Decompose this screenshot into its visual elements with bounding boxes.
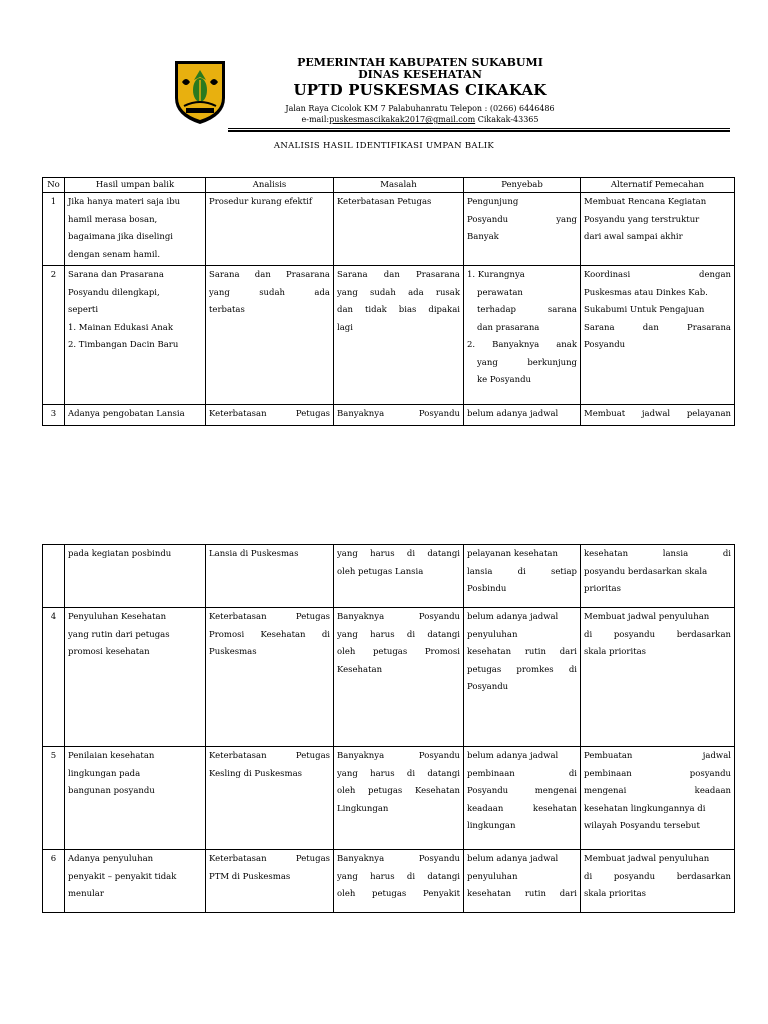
kabupaten-sukabumi-emblem-icon [172, 58, 228, 126]
row-no: 5 [43, 747, 65, 850]
cell-masalah [334, 747, 464, 850]
cell-line: oleh petugas Penyakit [337, 889, 460, 899]
cell-line: pada kegiatan posbindu [68, 549, 172, 559]
cell-alternatif [581, 747, 735, 850]
cell-line: seperti [68, 305, 99, 315]
cell-line: di posyandu berdasarkan [584, 629, 731, 640]
cell-line: di posyandu berdasarkan [584, 871, 731, 882]
header-rule-thin [228, 128, 730, 129]
feedback-table-page1 [42, 177, 735, 426]
cell-hasil [65, 193, 206, 266]
cell-line: yang harus di datangi [337, 768, 460, 779]
cell-line: Posyandu dilengkapi, [68, 287, 160, 298]
cell-line: 2. Banyaknya anak [467, 340, 577, 350]
col-header-analisis: Analisis [206, 178, 334, 193]
cell-line: Banyaknya Posyandu [337, 409, 460, 419]
cell-alternatif [581, 608, 735, 747]
cell-line: 2. Timbangan Dacin Baru [68, 340, 179, 350]
cell-line: Pembuatan jadwal [584, 751, 731, 761]
cell-alternatif [581, 850, 735, 913]
document-title: ANALISIS HASIL IDENTIFIKASI UMPAN BALIK [273, 141, 495, 151]
cell-line: Posyandu yang [467, 214, 577, 225]
cell-line: belum adanya jadwal [467, 854, 559, 864]
cell-line: oleh petugas Promosi [337, 647, 460, 657]
cell-line: Keterbatasan Petugas [209, 612, 330, 622]
cell-line: yang harus di datangi [337, 629, 460, 640]
cell-line: Sarana dan Prasarana [337, 270, 460, 280]
header-address: Jalan Raya Cicolok KM 7 Palabuhanratu Telepon : (0266) 6446486 [285, 104, 555, 113]
cell-penyebab [464, 405, 581, 426]
cell-analisis [206, 193, 334, 266]
cell-line: penyuluhan [467, 871, 518, 882]
cell-line: pembinaan posyandu [584, 768, 731, 779]
table-row [43, 266, 735, 405]
cell-line: yang sudah ada rusak [337, 287, 460, 298]
row-no: 1 [43, 193, 65, 266]
cell-line: Keterbatasan Petugas [209, 409, 330, 419]
col-header-penyebab: Penyebab [464, 178, 581, 193]
cell-line: 1. Mainan Edukasi Anak [68, 322, 173, 333]
cell-line: lansia di setiap [467, 566, 577, 577]
cell-analisis [206, 850, 334, 913]
email-suffix: Cikakak-43365 [475, 115, 539, 124]
row-no: 4 [43, 608, 65, 747]
cell-line: prioritas [584, 584, 621, 594]
cell-line: perawatan [477, 287, 523, 298]
cell-line: menular [68, 889, 104, 899]
cell-line: dengan senam hamil. [68, 249, 161, 260]
cell-line: bagaimana jika diselingi [68, 232, 174, 242]
cell-line: yang sudah ada [209, 287, 330, 298]
cell-line: kesehatan lingkungannya di [584, 803, 706, 814]
cell-hasil [65, 747, 206, 850]
cell-line: Posyandu yang terstruktur [584, 214, 700, 225]
table-row [43, 405, 735, 426]
cell-masalah [334, 405, 464, 426]
cell-line: Banyak [467, 232, 499, 242]
cell-line: dan tidak bias dipakai [337, 305, 460, 315]
header-email-line [250, 115, 590, 124]
cell-line: penyuluhan [467, 629, 518, 640]
cell-line: Sarana dan Prasarana [584, 322, 731, 333]
cell-line: belum adanya jadwal [467, 409, 559, 419]
cell-hasil [65, 266, 206, 405]
cell-line: Puskesmas [209, 647, 257, 657]
cell-line: Adanya pengobatan Lansia [68, 409, 185, 419]
cell-line: dan prasarana [477, 322, 540, 333]
cell-analisis [206, 747, 334, 850]
cell-line: Keterbatasan Petugas [337, 197, 432, 207]
email-prefix: e-mail: [301, 115, 330, 124]
cell-hasil [65, 850, 206, 913]
cell-line: hamil merasa bosan, [68, 214, 158, 225]
cell-line: pelayanan kesehatan [467, 549, 558, 559]
cell-line: lagi [337, 322, 353, 333]
cell-analisis [206, 405, 334, 426]
header-government: PEMERINTAH KABUPATEN SUKABUMI [297, 56, 543, 69]
cell-alternatif [581, 193, 735, 266]
row-no: 3 [43, 405, 65, 426]
row-no [43, 545, 65, 608]
cell-penyebab [464, 608, 581, 747]
row-no: 6 [43, 850, 65, 913]
cell-masalah [334, 193, 464, 266]
header-department: DINAS KESEHATAN [358, 68, 482, 81]
row-no: 2 [43, 266, 65, 405]
cell-line: belum adanya jadwal [467, 751, 559, 761]
cell-line: Banyaknya Posyandu [337, 854, 460, 864]
table-row [43, 850, 735, 913]
cell-line: dari awal sampai akhir [584, 232, 683, 242]
cell-line: Membuat jadwal penyuluhan [584, 612, 710, 622]
table-row [43, 747, 735, 850]
header-institution: UPTD PUSKESMAS CIKAKAK [293, 81, 547, 99]
cell-alternatif [581, 545, 735, 608]
cell-masalah [334, 266, 464, 405]
cell-line: posyandu berdasarkan skala [584, 566, 708, 577]
cell-line: skala prioritas [584, 889, 647, 899]
cell-line: Posyandu [584, 340, 626, 350]
cell-line: keadaan kesehatan [467, 803, 577, 814]
col-header-alternatif: Alternatif Pemecahan [581, 178, 735, 193]
cell-masalah [334, 545, 464, 608]
cell-line: Kesehatan [337, 664, 383, 675]
cell-penyebab [464, 545, 581, 608]
cell-line: 1. Kurangnya [467, 270, 525, 280]
cell-masalah [334, 850, 464, 913]
cell-line: yang harus di datangi [337, 549, 460, 559]
cell-penyebab [464, 747, 581, 850]
cell-line: Koordinasi dengan [584, 270, 731, 280]
header-rule-thick [228, 130, 730, 132]
cell-penyebab [464, 193, 581, 266]
cell-line: Prosedur kurang efektif [209, 197, 312, 207]
cell-line: Kesling di Puskesmas [209, 768, 303, 779]
cell-line: promosi kesehatan [68, 647, 150, 657]
cell-penyebab [464, 850, 581, 913]
cell-line: Puskesmas atau Dinkes Kab. [584, 287, 708, 298]
table-header-row [43, 178, 735, 193]
cell-hasil [65, 405, 206, 426]
cell-line: Sarana dan Prasarana [209, 270, 330, 280]
cell-line: Banyaknya Posyandu [337, 612, 460, 622]
cell-line: Promosi Kesehatan di [209, 629, 330, 640]
cell-line: kesehatan rutin dari [467, 647, 577, 657]
email-link[interactable]: puskesmascikakak2017@gmail.com [329, 115, 476, 124]
cell-line: Posyandu [467, 682, 509, 692]
table-row-continued [43, 545, 735, 608]
cell-line: Sukabumi Untuk Pengajuan [584, 305, 705, 315]
cell-line: Membuat Rencana Kegiatan [584, 197, 707, 207]
cell-line: Pengunjung [467, 197, 519, 207]
cell-line: Sarana dan Prasarana [68, 270, 164, 280]
cell-line: lingkungan pada [68, 768, 141, 779]
cell-analisis [206, 545, 334, 608]
cell-line: Penyuluhan Kesehatan [68, 612, 167, 622]
cell-line: oleh petugas Kesehatan [337, 786, 460, 796]
feedback-table-page2 [42, 544, 735, 913]
col-header-hasil: Hasil umpan balik [65, 178, 206, 193]
cell-alternatif [581, 405, 735, 426]
cell-line: Posyandu mengenai [467, 786, 577, 796]
cell-line: belum adanya jadwal [467, 612, 559, 622]
cell-line: Keterbatasan Petugas [209, 751, 330, 761]
cell-line: yang berkunjung [477, 357, 577, 368]
cell-line: mengenai keadaan [584, 786, 731, 796]
cell-line: wilayah Posyandu tersebut [584, 821, 700, 831]
cell-hasil [65, 608, 206, 747]
cell-alternatif [581, 266, 735, 405]
cell-line: petugas promkes di [467, 664, 577, 675]
cell-line: Banyaknya Posyandu [337, 751, 460, 761]
cell-line: kesehatan lansia di [584, 549, 731, 559]
cell-line: Posbindu [467, 584, 507, 594]
cell-line: terbatas [209, 305, 245, 315]
cell-line: oleh petugas Lansia [337, 566, 424, 577]
col-header-masalah: Masalah [334, 178, 464, 193]
cell-line: Penilaian kesehatan [68, 751, 155, 761]
cell-line: Lansia di Puskesmas [209, 549, 299, 559]
cell-line: pembinaan di [467, 768, 577, 779]
cell-line: yang rutin dari petugas [68, 629, 170, 640]
cell-line: yang harus di datangi [337, 871, 460, 882]
cell-penyebab [464, 266, 581, 405]
table-row [43, 193, 735, 266]
cell-line: skala prioritas [584, 647, 647, 657]
cell-masalah [334, 608, 464, 747]
cell-line: Membuat jadwal pelayanan [584, 409, 731, 419]
cell-line: Lingkungan [337, 803, 389, 814]
cell-line: lingkungan [467, 821, 516, 831]
cell-line: kesehatan rutin dari [467, 889, 577, 899]
table-row [43, 608, 735, 747]
cell-analisis [206, 266, 334, 405]
cell-line: Jika hanya materi saja ibu [68, 197, 181, 207]
cell-hasil [65, 545, 206, 608]
cell-line: terhadap sarana [477, 305, 577, 315]
col-header-no: No [43, 178, 65, 193]
cell-line: penyakit – penyakit tidak [68, 871, 177, 882]
cell-line: Membuat jadwal penyuluhan [584, 854, 710, 864]
cell-line: PTM di Puskesmas [209, 871, 291, 882]
cell-line: ke Posyandu [477, 375, 531, 385]
cell-line: Adanya penyuluhan [68, 854, 154, 864]
cell-line: bangunan posyandu [68, 786, 155, 796]
cell-line: Keterbatasan Petugas [209, 854, 330, 864]
cell-analisis [206, 608, 334, 747]
